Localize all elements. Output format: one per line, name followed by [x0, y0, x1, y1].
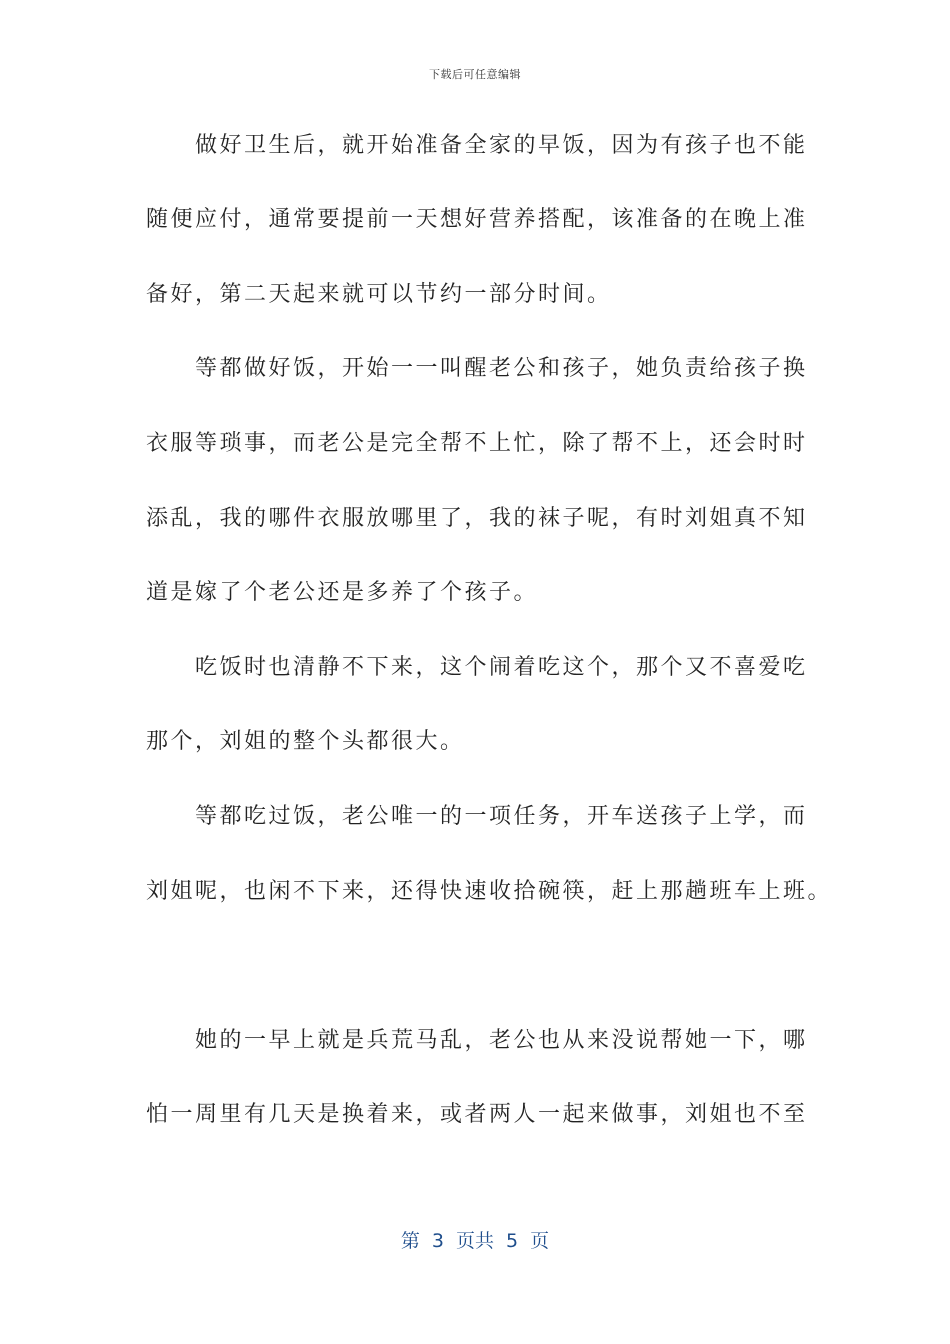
body-line: 吃饭时也清静不下来，这个闹着吃这个，那个又不喜爱吃	[146, 655, 808, 680]
body-line: 衣服等琐事，而老公是完全帮不上忙，除了帮不上，还会时时	[146, 431, 808, 456]
body-line: 等都做好饭，开始一一叫醒老公和孩子，她负责给孩子换	[146, 356, 808, 381]
body-line: 怕一周里有几天是换着来，或者两人一起来做事，刘姐也不至	[146, 1102, 808, 1127]
current-page-number: 3	[431, 1230, 444, 1252]
total-pages-number: 5	[506, 1230, 519, 1252]
body-line: 添乱，我的哪件衣服放哪里了，我的袜子呢，有时刘姐真不知	[146, 506, 808, 531]
body-line: 备好，第二天起来就可以节约一部分时间。	[146, 282, 612, 307]
body-line: 等都吃过饭，老公唯一的一项任务，开车送孩子上学，而	[146, 804, 808, 829]
body-line: 道是嫁了个老公还是多养了个孩子。	[146, 580, 539, 605]
page-number-footer	[0, 1226, 950, 1253]
body-line: 随便应付，通常要提前一天想好营养搭配，该准备的在晚上准	[146, 207, 808, 232]
footer-prefix: 第	[400, 1230, 420, 1252]
footer-middle: 页共	[455, 1230, 494, 1252]
footer-suffix: 页	[530, 1230, 550, 1252]
page-header: 下载后可任意编辑	[429, 68, 521, 81]
body-line: 做好卫生后，就开始准备全家的早饭，因为有孩子也不能	[146, 133, 808, 158]
body-line: 刘姐呢，也闲不下来，还得快速收拾碗筷，赶上那趟班车上班。	[146, 879, 833, 904]
body-line: 她的一早上就是兵荒马乱，老公也从来没说帮她一下，哪	[146, 1028, 808, 1053]
body-line: 那个，刘姐的整个头都很大。	[146, 729, 465, 754]
